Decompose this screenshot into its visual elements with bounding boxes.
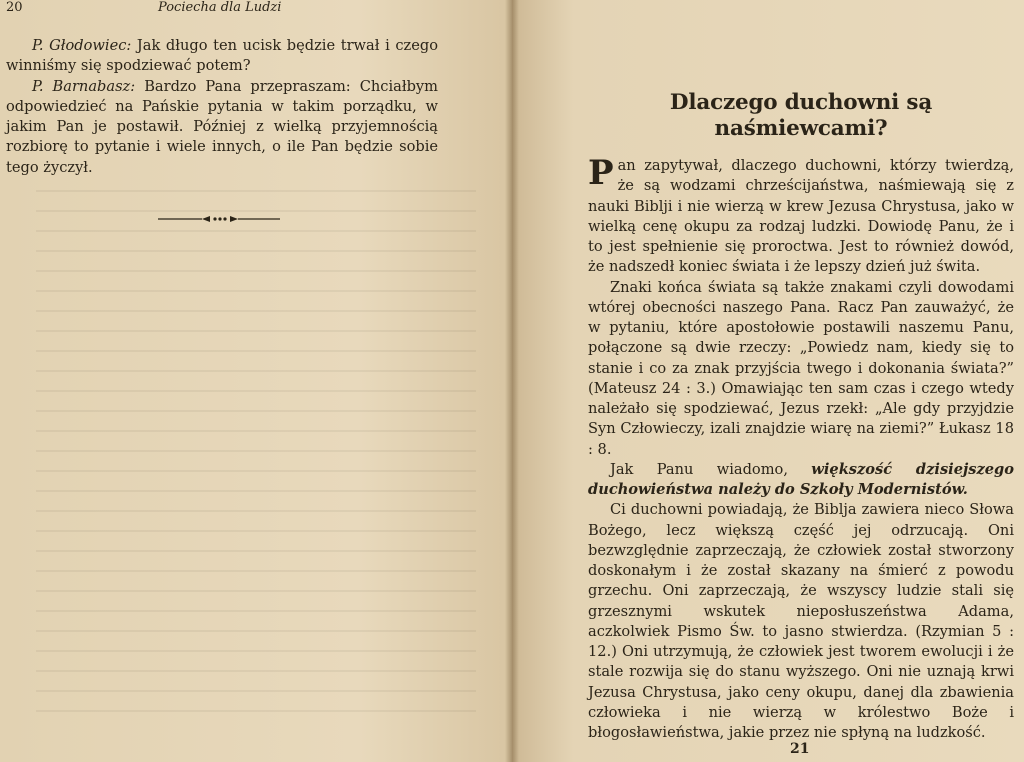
paragraph-text: Jak Panu wiadomo, bbox=[610, 460, 812, 478]
section-divider-ornament bbox=[158, 212, 280, 226]
dialogue-paragraph bbox=[6, 36, 438, 77]
page-number-right: 21 bbox=[790, 741, 810, 757]
right-page bbox=[512, 0, 1024, 762]
paragraph: Znaki końca świata są także znakami czyli dowodami wtórej obecności naszego Pana. Racz Pan zauważyć, że w pytaniu, które apostołowie postawili naszemu Panu, połączone są dwie rzeczy: „Powiedz nam, kiedy się to stanie i co za znak przyjścia twego i dokonania świata?” (Mateusz 24 : 3.) Omawiając ten sam czas i czego wtedy należało się spodziewać, Jezus rzekł: „Ale gdy przyjdzie Syn Człowieczy, izali znajdzie wiarę na ziemi?” Łukasz 18 : 8. bbox=[588, 278, 1014, 458]
running-title: Pociecha dla Ludzi bbox=[158, 0, 282, 15]
book-gutter bbox=[505, 0, 519, 762]
paragraph-text: an zapytywał, dlaczego duchowni, którzy twierdzą, że są wodzami chrześcijaństwa, naśmiewają się z nauki Biblji i nie wierzą w krew Jezusa Chrystusa, jako w wielką cenę okupu za rodzaj ludzki. Dowiodę Panu, że i to jest spełnienie się proroctwa. Jest to również dowód, że nadszedł koniec świata i że lepszy dzień już świta. bbox=[588, 157, 1014, 276]
emphasized-text: większość dzisiejszego duchowieństwa należy do Szkoły Modernistów. bbox=[588, 460, 1014, 498]
paragraph bbox=[588, 153, 1014, 278]
left-page-text bbox=[6, 36, 438, 178]
dialogue-text: Jak długo ten ucisk będzie trwał i czego winniśmy się spodziewać potem? bbox=[6, 37, 438, 75]
drop-cap: P bbox=[588, 153, 614, 193]
page-number-left: 20 bbox=[6, 0, 23, 15]
paragraph bbox=[588, 460, 1014, 501]
paragraph: Ci duchowni powiadają, że Biblja zawiera nieco Słowa Bożego, lecz większą część jej odrzucają. Oni bezwzględnie zaprzeczają, że człowiek został stworzony doskonałym i że został skazany na śmierć z powodu grzechu. Oni zaprzeczają, że wszyscy ludzie stali się grzesznymi wskutek nieposłuszeństwa Adama, aczkolwiek Pismo Św. to jasno stwierdza. (Rzymian 5 : 12.) Oni utrzymują, że człowiek jest tworem ewolucji i że stale rozwija się do stanu wyższego. Oni nie uznają krwi Jezusa Chrystusa, jako ceny okupu, danej dla zbawienia człowieka i nie wierzą w królestwo Boże i błogosławieństwa, jakie przez nie spłyną na ludzkość. bbox=[588, 501, 1014, 741]
chapter-body bbox=[588, 153, 1014, 743]
speaker-name: P. Barnabasz: bbox=[32, 77, 136, 95]
show-through bbox=[36, 190, 476, 730]
speaker-name: P. Głodowiec: bbox=[32, 37, 132, 54]
right-page-text bbox=[588, 90, 1014, 743]
chapter-heading: Dlaczego duchowni są naśmiewcami? bbox=[669, 90, 933, 141]
dialogue-text: Bardzo Pana przepraszam: Chciałbym odpowiedzieć na Pańskie pytania w takim porządku, w jakim Pan je postawił. Później z wielką przyjemnością rozbiorę to pytanie i wiele innych, o ile Pan będzie sobie tego życzył. bbox=[6, 77, 438, 176]
dialogue-paragraph bbox=[6, 77, 438, 178]
